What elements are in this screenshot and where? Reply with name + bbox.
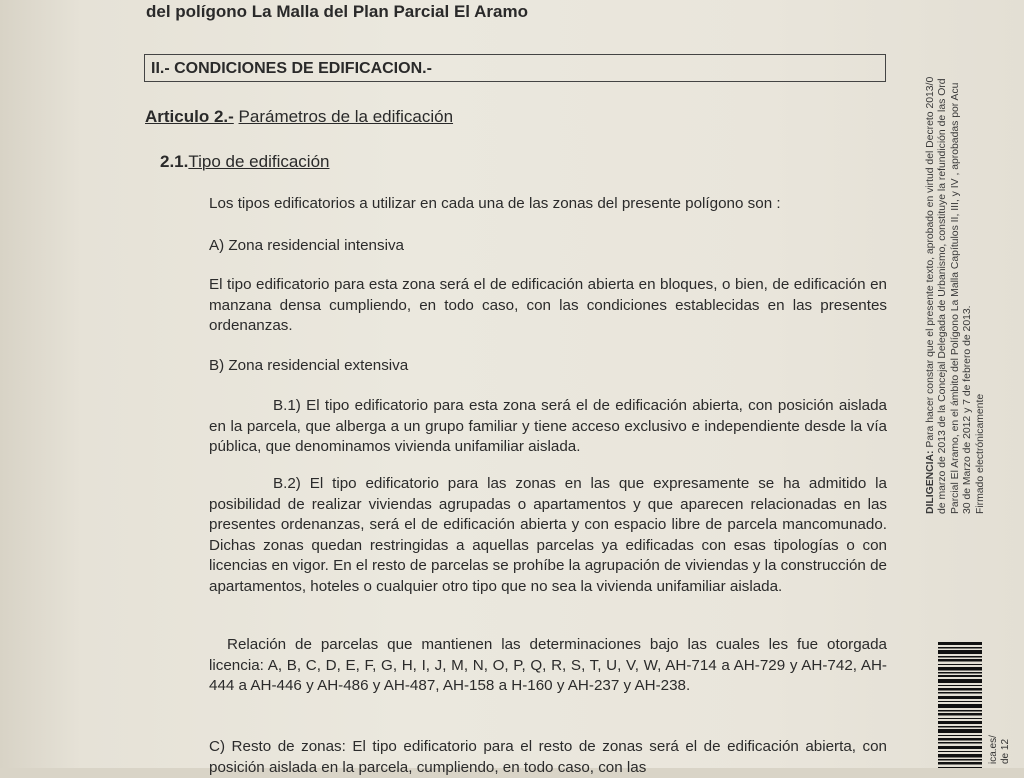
- stamp-label: DILIGENCIA:: [925, 450, 936, 514]
- zone-c-paragraph: C) Resto de zonas: El tipo edificatorio para el resto de zonas será el de edificación abierta, con posición aislada en la parcela, cumpliendo, en todo caso, con las: [209, 738, 887, 776]
- barcode-image: [938, 640, 982, 770]
- subsection-title: Tipo de edificación: [188, 152, 330, 171]
- zone-b-heading: B) Zona residencial extensiva: [209, 357, 409, 374]
- section-title: II.- CONDICIONES DE EDIFICACION.-: [151, 60, 432, 77]
- section-heading-box: [144, 54, 886, 82]
- intro-paragraph: Los tipos edificatorios a utilizar en cada una de las zonas del presente polígono son :: [209, 195, 781, 212]
- diligencia-stamp: [925, 0, 1023, 514]
- article-heading: [145, 107, 453, 127]
- edge-line-2: de 12: [1000, 738, 1011, 764]
- stamp-line-3: Parcial El Aramo, en el ámbito del Polígono La Malla Capítulos II, III, y IV , aprobadas por Acu: [949, 82, 961, 514]
- article-label: Articulo 2.-: [145, 107, 234, 126]
- subsection-number: 2.1.: [160, 152, 189, 171]
- stamp-line-5: Firmado electrónicamente: [974, 393, 986, 514]
- zone-b2-paragraph: B.2) El tipo edificatorio para las zonas en las que expresamente se ha admitido la posibilidad de realizar viviendas agrupadas o apartamentos y que aparecen relacionadas en las presentes ordenanzas, será el de edificación abierta y con espacio libre de parcela mancomunado. Dichas zonas quedan restringidas a aquellas parcelas ya edificadas con esas tipologías o con licencias en vigor. En el resto de parcelas se prohíbe la agrupación de viviendas y la construcción de apartamentos, hoteles o cualquier otro tipo que no sea la vivienda unifamiliar aislada.: [209, 475, 887, 595]
- edge-line-1: ica.es/: [988, 735, 999, 764]
- zone-b1-paragraph: B.1) El tipo edificatorio para esta zona será el de edificación abierta, con posición aislada en la parcela, que alberga a un grupo familiar y tiene acceso exclusivo e independiente desde la vía pública, que denominamos vivienda unifamiliar aislada.: [209, 397, 887, 455]
- parcel-list-paragraph: Relación de parcelas que mantienen las determinaciones bajo las cuales les fue otorgada licencia: A, B, C, D, E, F, G, H, I, J, M, N, O, P, Q, R, S, T, U, V, W, AH-714 a AH-729 y AH-742, AH-444 a AH-446 y AH-486 y AH-487, AH-158 a H-160 y AH-237 y AH-238.: [209, 636, 887, 694]
- stamp-line-4: 30 de Marzo de 2012 y 7 de febrero de 2013.: [962, 305, 974, 514]
- zone-a-text: El tipo edificatorio para esta zona será el de edificación abierta en bloques, o bien, de edificación en manzana densa cumpliendo, en todo caso, con las condiciones establecidas en las presentes ordenanzas.: [209, 276, 887, 334]
- edge-url-text: [988, 735, 1012, 764]
- zone-a-heading: A) Zona residencial intensiva: [209, 237, 405, 254]
- document-header: del polígono La Malla del Plan Parcial El Aramo: [146, 2, 528, 21]
- stamp-line-1: Para hacer constar que el presente texto, aprobado en virtud del Decreto 2013/0: [925, 76, 936, 448]
- stamp-line-2: de marzo de 2013 de la Concejal Delegada de Urbanismo, constituye la refundición de las Ord: [937, 78, 949, 514]
- article-title: Parámetros de la edificación: [238, 107, 454, 126]
- subsection-heading: [160, 152, 335, 172]
